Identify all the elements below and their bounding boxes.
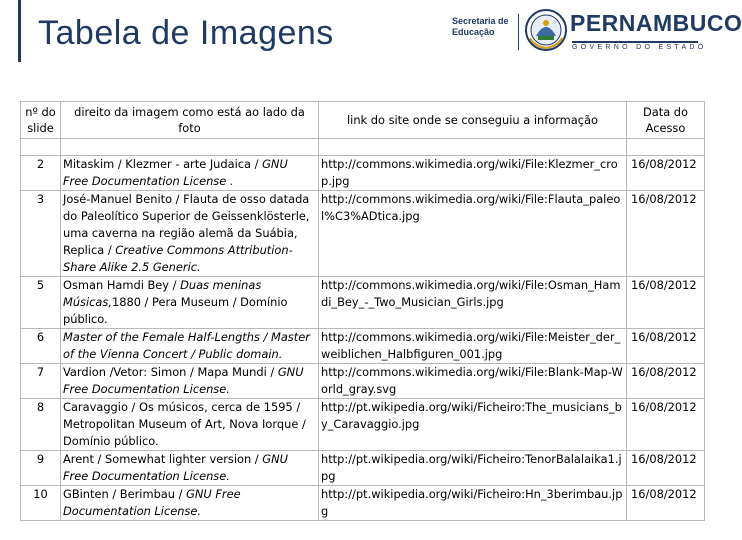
secretaria-label bbox=[452, 16, 522, 38]
license-text: GNU Free Documentation License . bbox=[63, 157, 288, 188]
table-header-row bbox=[21, 102, 705, 139]
title-accent-bar bbox=[18, 0, 21, 62]
cell-link[interactable]: http://pt.wikipedia.org/wiki/Ficheiro:Hn_3berimbau.jpg bbox=[319, 486, 627, 521]
cell-slide: 3 bbox=[21, 191, 61, 277]
license-text: Master of the Female Half-Lengths / Master of the Vienna Concert / Public domain. bbox=[63, 330, 310, 361]
cell-link[interactable]: http://commons.wikimedia.org/wiki/File:Klezmer_crop.jpg bbox=[319, 156, 627, 191]
cell-link[interactable]: http://pt.wikipedia.org/wiki/Ficheiro:The_musicians_by_Caravaggio.jpg bbox=[319, 399, 627, 451]
rights-text: GBinten / Berimbau / bbox=[63, 487, 187, 501]
rights-text: Mitaskim / Klezmer - arte Judaica / bbox=[63, 157, 263, 171]
rights-text: José-Manuel Benito / Flauta de osso datada do Paleolítico Superior de Geissenklösterle, uma caverna na região alemã da Suábia, Replica / bbox=[63, 192, 310, 257]
cell-slide: 8 bbox=[21, 399, 61, 451]
cell-rights bbox=[61, 277, 319, 329]
table-row bbox=[21, 277, 705, 329]
table-row bbox=[21, 364, 705, 399]
license-text: GNU Free Documentation License. bbox=[63, 452, 288, 483]
cell-rights bbox=[61, 486, 319, 521]
cell-rights bbox=[61, 329, 319, 364]
slide-header bbox=[0, 0, 742, 66]
cell-date: 16/08/2012 bbox=[627, 486, 705, 521]
header-link: link do site onde se conseguiu a informação bbox=[319, 102, 627, 139]
cell-date: 16/08/2012 bbox=[627, 364, 705, 399]
cell-slide: 2 bbox=[21, 156, 61, 191]
title-text: Duas meninas Músicas, bbox=[63, 278, 262, 309]
table-row bbox=[21, 156, 705, 191]
table-row bbox=[21, 451, 705, 486]
cell-slide: 7 bbox=[21, 364, 61, 399]
spacer-row bbox=[21, 139, 705, 156]
cell-rights bbox=[61, 156, 319, 191]
header-slide: nº do slide bbox=[21, 102, 61, 139]
cell-rights bbox=[61, 451, 319, 486]
rights-text: Vardion /Vetor: Simon / Mapa Mundi / bbox=[63, 365, 278, 379]
cell-date: 16/08/2012 bbox=[627, 451, 705, 486]
cell-date: 16/08/2012 bbox=[627, 191, 705, 277]
rights-text-continued: 1880 / Pera Museum / Domínio público. bbox=[63, 295, 288, 326]
cell-link[interactable]: http://commons.wikimedia.org/wiki/File:Flauta_paleol%C3%ADtica.jpg bbox=[319, 191, 627, 277]
table-row bbox=[21, 486, 705, 521]
secretaria-line-2: Educação bbox=[452, 27, 495, 37]
cell-link[interactable]: http://pt.wikipedia.org/wiki/Ficheiro:TenorBalalaika1.jpg bbox=[319, 451, 627, 486]
rights-text: Osman Hamdi Bey / bbox=[63, 278, 181, 292]
rights-text: Caravaggio / Os músicos, cerca de 1595 / Metropolitan Museum of Art, Nova Iorque / Domínio público. bbox=[63, 400, 306, 448]
cell-date: 16/08/2012 bbox=[627, 329, 705, 364]
cell-link[interactable]: http://commons.wikimedia.org/wiki/File:Meister_der_weiblichen_Halbfiguren_001.jpg bbox=[319, 329, 627, 364]
logo-divider bbox=[518, 14, 519, 50]
license-text: GNU Free Documentation License. bbox=[63, 487, 241, 518]
license-text: Creative Commons Attribution-Share Alike 2.5 Generic. bbox=[63, 243, 293, 274]
header-date: Data do Acesso bbox=[627, 102, 705, 139]
cell-slide: 5 bbox=[21, 277, 61, 329]
brand-name: PERNAMBUCO bbox=[570, 10, 742, 36]
cell-slide: 9 bbox=[21, 451, 61, 486]
cell-date: 16/08/2012 bbox=[627, 399, 705, 451]
image-credits-table bbox=[20, 101, 705, 521]
table-row bbox=[21, 399, 705, 451]
cell-rights bbox=[61, 191, 319, 277]
cell-rights bbox=[61, 399, 319, 451]
cell-slide: 6 bbox=[21, 329, 61, 364]
cell-date: 16/08/2012 bbox=[627, 277, 705, 329]
secretaria-line-1: Secretaria de bbox=[452, 16, 509, 26]
brand-subtitle: GOVERNO DO ESTADO bbox=[572, 41, 698, 54]
cell-rights bbox=[61, 364, 319, 399]
cell-link[interactable]: http://commons.wikimedia.org/wiki/File:Blank-Map-World_gray.svg bbox=[319, 364, 627, 399]
state-seal-icon bbox=[524, 8, 568, 52]
cell-date: 16/08/2012 bbox=[627, 156, 705, 191]
table-row bbox=[21, 191, 705, 277]
slide-title: Tabela de Imagens bbox=[38, 14, 334, 52]
government-logo bbox=[452, 8, 742, 54]
cell-link[interactable]: http://commons.wikimedia.org/wiki/File:Osman_Hamdi_Bey_-_Two_Musician_Girls.jpg bbox=[319, 277, 627, 329]
rights-text: Arent / Somewhat lighter version / bbox=[63, 452, 263, 466]
cell-slide: 10 bbox=[21, 486, 61, 521]
table-row bbox=[21, 329, 705, 364]
license-text: GNU Free Documentation License. bbox=[63, 365, 304, 396]
header-rights: direito da imagem como está ao lado da foto bbox=[61, 102, 319, 139]
